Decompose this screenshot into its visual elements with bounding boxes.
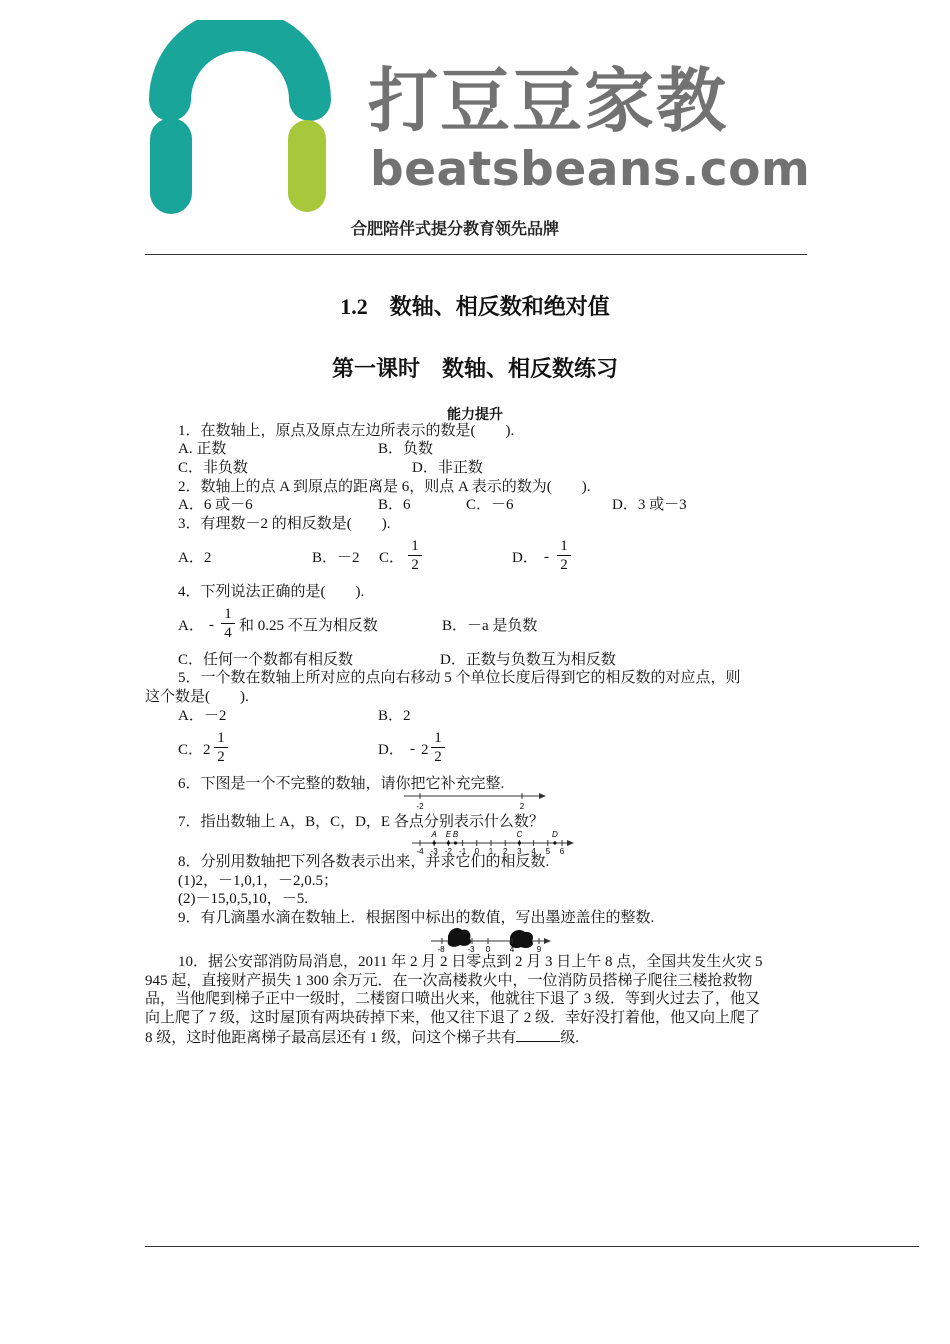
q5-c-fraction xyxy=(214,730,228,765)
point-label: C xyxy=(516,830,523,839)
q10-line2: 945 起，直接财产损失 1 300 余万元．在一次高楼救火中，一位消防员搭梯子爬往三楼抢救物 xyxy=(145,973,753,989)
q3-stem: 3．有理数－2 的相反数是( ). xyxy=(178,516,391,532)
answer-blank[interactable] xyxy=(516,1027,560,1042)
q2-option-d: D．3 或－3 xyxy=(612,497,687,513)
q4-option-a-label: A． xyxy=(178,618,204,634)
brand-name-chinese: 打豆豆家教 xyxy=(368,60,728,142)
q2-option-c: C．－6 xyxy=(466,497,514,513)
tick-label: -1 xyxy=(459,847,467,856)
q5-d-fraction xyxy=(431,730,445,765)
q4-a-fraction xyxy=(221,606,235,641)
q5-stem-line1: 5．一个数在数轴上所对应的点向右移动 5 个单位长度后得到它的相反数的对应点，则 xyxy=(178,670,741,686)
point-marker xyxy=(447,841,450,844)
tick-label: 1 xyxy=(488,847,494,856)
q1-stem: 1．在数轴上，原点及原点左边所表示的数是( ). xyxy=(178,423,515,439)
fraction-numerator: 1 xyxy=(411,538,419,554)
q3-d-fraction xyxy=(557,538,571,573)
fraction-denominator: 2 xyxy=(434,749,442,765)
tick-label: -8 xyxy=(437,945,445,954)
q5-d-whole: 2 xyxy=(421,742,429,758)
q9-number-line xyxy=(428,924,558,954)
q8-part1: (1)2，－1,0,1，－2,0.5； xyxy=(178,873,338,889)
q5-stem-line2: 这个数是( ). xyxy=(145,689,249,705)
q3-option-b: B．－2 xyxy=(312,550,360,566)
point-label: A xyxy=(431,830,437,839)
point-marker xyxy=(553,841,556,844)
q5-option-b: B．2 xyxy=(378,708,411,724)
q10-line5-text: 8 级，这时他距离梯子最高层还有 1 级，问这个梯子共有 xyxy=(145,1030,517,1046)
point-label: D xyxy=(552,830,558,839)
q4-option-c: C．任何一个数都有相反数 xyxy=(178,652,354,668)
arrowhead-icon xyxy=(544,938,551,944)
q2-stem: 2．数轴上的点 A 到原点的距离是 6，则点 A 表示的数为( ). xyxy=(178,479,591,495)
tick-label: 5 xyxy=(545,847,551,856)
page-title: 1.2 数轴、相反数和绝对值 xyxy=(340,294,610,319)
q5-d-sign: - xyxy=(410,741,415,757)
q5-option-a: A．－2 xyxy=(178,708,227,724)
tick-label: -2 xyxy=(444,847,452,856)
q4-option-d: D．正数与负数互为相反数 xyxy=(440,652,616,668)
q5-option-d-label: D． xyxy=(378,742,404,758)
tick-label: 6 xyxy=(559,847,565,856)
fraction-denominator: 2 xyxy=(217,749,225,765)
q3-option-c: C． xyxy=(379,550,405,566)
fraction-numerator: 1 xyxy=(224,606,232,622)
fraction-denominator: 2 xyxy=(560,557,568,573)
tick-label: 4 xyxy=(509,945,515,954)
q4-option-b: B．－a 是负数 xyxy=(442,618,538,634)
logo-icon xyxy=(140,20,340,220)
point-label: E xyxy=(445,830,452,839)
arrowhead-icon xyxy=(539,793,546,799)
fraction-numerator: 1 xyxy=(560,538,568,554)
q3-d-sign: - xyxy=(544,549,549,565)
q4-a-sign: - xyxy=(209,617,214,633)
fraction-numerator: 1 xyxy=(434,730,442,746)
tick-label: -4 xyxy=(416,847,424,856)
q5-option-c-label: C． xyxy=(178,742,204,758)
fraction-denominator: 2 xyxy=(411,557,419,573)
q2-option-b: B．6 xyxy=(378,497,411,513)
q10-line1: 10．据公安部消防局消息，2011 年 2 月 2 日零点到 2 月 3 日上午 8 点，全国共发生火灾 5 xyxy=(178,954,763,970)
q4-option-a-text: 和 0.25 不互为相反数 xyxy=(239,618,378,634)
page-subtitle: 第一课时 数轴、相反数练习 xyxy=(331,356,618,381)
section-heading: 能力提升 xyxy=(447,407,503,423)
q3-option-a: A．2 xyxy=(178,550,212,566)
fraction-numerator: 1 xyxy=(217,730,225,746)
tick-label: -3 xyxy=(430,847,438,856)
tick-label: 0 xyxy=(474,847,480,856)
q1-option-b: B．负数 xyxy=(378,441,434,457)
q7-stem: 7．指出数轴上 A，B，C，D，E 各点分别表示什么数？ xyxy=(178,814,544,830)
q1-option-d: D．非正数 xyxy=(412,460,483,476)
q5-c-whole: 2 xyxy=(203,742,211,758)
q6-stem: 6．下图是一个不完整的数轴，请你把它补充完整. xyxy=(178,776,505,792)
q7-number-line xyxy=(408,828,578,856)
arrowhead-icon xyxy=(567,840,574,846)
q10-line5-end: 级. xyxy=(560,1030,580,1046)
tick-label: 3 xyxy=(517,847,522,856)
brand-slogan: 合肥陪伴式提分教育领先品牌 xyxy=(351,219,560,238)
q3-c-fraction xyxy=(408,538,422,573)
tick-label: 2 xyxy=(519,802,525,811)
tick-label: 9 xyxy=(536,945,542,954)
q10-line5 xyxy=(145,1027,579,1047)
brand-domain: beatsbeans.com xyxy=(370,142,811,197)
q10-line3: 品，当他爬到梯子正中一级时，二楼窗口喷出火来，他就往下退了 3 级．等到火过去了，他又 xyxy=(145,991,761,1007)
q1-option-a: A. 正数 xyxy=(178,441,227,457)
q4-stem: 4．下列说法正确的是( ). xyxy=(178,584,365,600)
q9-stem: 9．有几滴墨水滴在数轴上．根据图中标出的数值，写出墨迹盖住的整数. xyxy=(178,910,655,926)
footer-divider xyxy=(145,1246,919,1247)
q6-number-line xyxy=(400,789,550,811)
q8-stem: 8．分别用数轴把下列各数表示出来，并求它们的相反数. xyxy=(178,854,550,870)
q10-line4: 向上爬了 7 级，这时屋顶有两块砖掉下来，他又往下退了 2 级．幸好没打着他，他又向上爬了 xyxy=(145,1010,761,1026)
q3-option-d: D． xyxy=(512,550,538,566)
tick-label: 2 xyxy=(502,847,508,856)
tick-label: 0 xyxy=(485,945,491,954)
point-marker xyxy=(433,841,436,844)
point-marker xyxy=(518,841,521,844)
tick-label: -2 xyxy=(416,802,424,811)
point-label: B xyxy=(452,830,459,839)
q1-option-c: C．非负数 xyxy=(178,460,249,476)
point-marker xyxy=(454,841,457,844)
q8-part2: (2)－15,0,5,10，－5. xyxy=(178,891,308,907)
header-divider xyxy=(145,254,807,255)
tick-label: -3 xyxy=(467,945,475,954)
q2-option-a: A．6 或－6 xyxy=(178,497,253,513)
fraction-denominator: 4 xyxy=(224,625,232,641)
tick-label: 4 xyxy=(531,847,536,856)
